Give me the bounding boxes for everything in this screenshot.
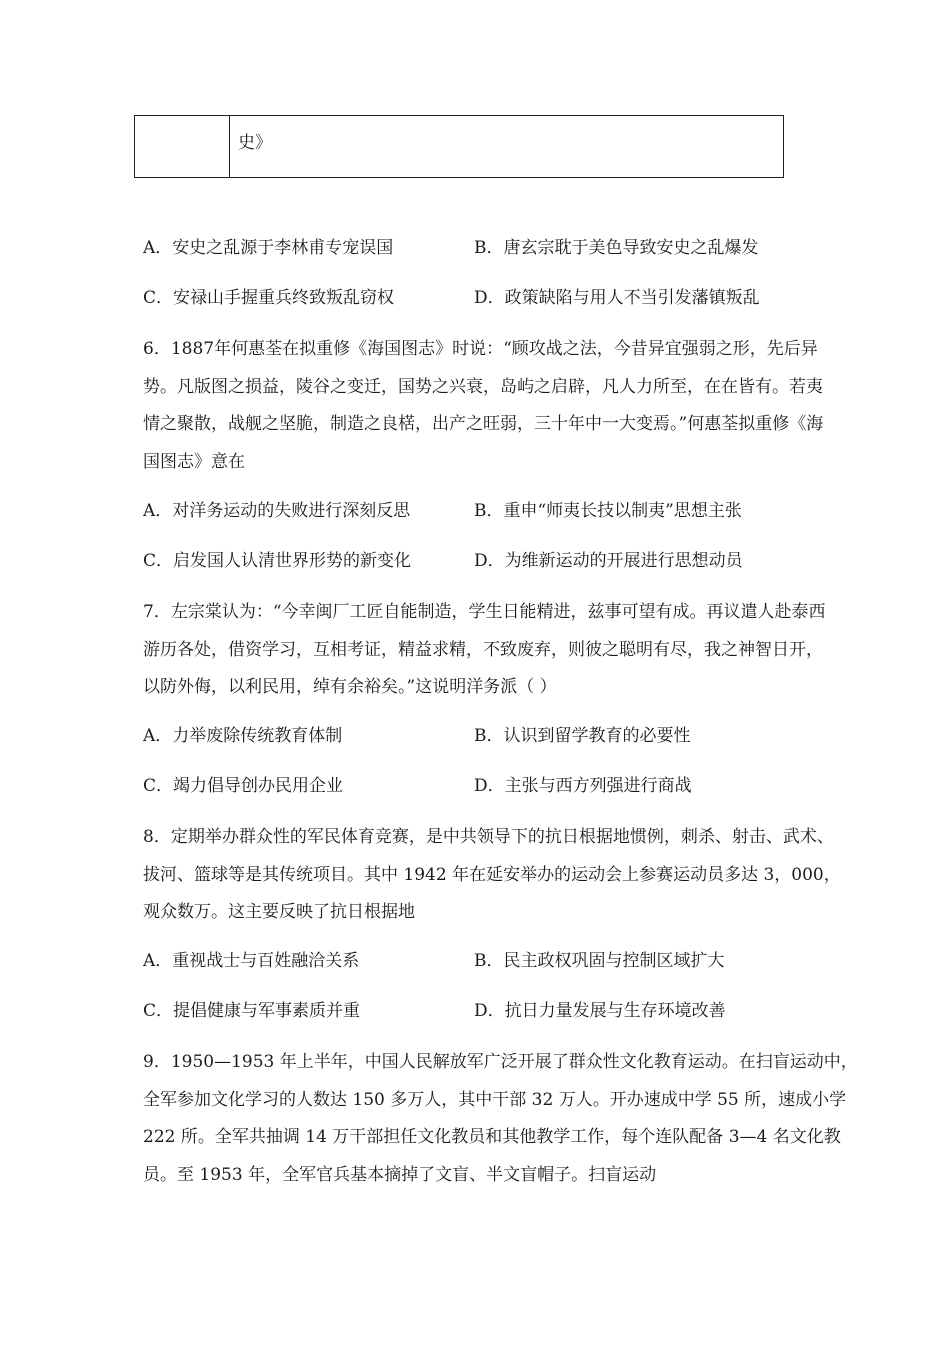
q5-options-row-1 [143, 237, 803, 261]
q8-options-row-2 [143, 1000, 803, 1024]
q7-line: 7．左宗棠认为：“今幸闽厂工匠自能制造，学生日能精进，兹事可望有成。再议遣人赴泰西 [143, 602, 826, 622]
q5-option-b[interactable]: B．唐玄宗耽于美色导致安史之乱爆发 [474, 238, 759, 258]
q8-line: 8．定期举办群众性的军民体育竞赛，是中共领导下的抗日根据地惯例，刺杀、射击、武术、 [143, 827, 834, 847]
q8-stem [143, 826, 841, 939]
q6-option-b[interactable]: B．重申“师夷长技以制夷”思想主张 [474, 501, 742, 521]
q8-option-a[interactable]: A．重视战士与百姓融洽关系 [143, 951, 360, 971]
q7-option-b[interactable]: B．认识到留学教育的必要性 [474, 726, 691, 746]
q7-line: 以防外侮，以利民用，绰有余裕矣。”这说明洋务派（ ） [143, 677, 557, 697]
q8-line: 拔河、篮球等是其传统项目。其中 1942 年在延安举办的运动会上参赛运动员多达 3，000， [143, 864, 841, 885]
q8-options-row-1 [143, 950, 803, 974]
q6-option-a[interactable]: A．对洋务运动的失败进行深刻反思 [143, 501, 411, 521]
q6-line: 国图志》意在 [143, 451, 245, 472]
table-fragment [134, 115, 784, 178]
q7-options-row-1 [143, 725, 803, 749]
q6-line: 情之聚散，战舰之坚脆，制造之良楛，出产之旺弱，三十年中一大变焉。”何惠荃拟重修《海 [143, 414, 824, 434]
table-cell-right: 史》 [238, 133, 272, 153]
q7-line: 游历各处，借资学习，互相考证，精益求精，不致废弃，则彼之聪明有尽，我之神智日开， [143, 639, 823, 660]
q7-option-a[interactable]: A．力举废除传统教育体制 [143, 726, 343, 746]
q9-stem [143, 1051, 858, 1201]
q6-line: 势。凡版图之损益，陵谷之变迁，国势之兴衰，岛屿之启辟，凡人力所至，在在皆有。若夷 [143, 376, 823, 397]
q8-option-d[interactable]: D．抗日力量发展与生存环境改善 [474, 1001, 726, 1021]
q6-stem [143, 338, 824, 488]
q6-options-row-1 [143, 500, 803, 524]
q6-option-d[interactable]: D．为维新运动的开展进行思想动员 [474, 551, 743, 571]
q6-option-c[interactable]: C．启发国人认清世界形势的新变化 [143, 551, 412, 571]
q9-line: 员。至 1953 年，全军官兵基本摘掉了文盲、半文盲帽子。扫盲运动 [143, 1164, 657, 1185]
q8-line: 观众数万。这主要反映了抗日根据地 [143, 902, 415, 922]
q7-options-row-2 [143, 775, 803, 799]
q7-option-d[interactable]: D．主张与西方列强进行商战 [474, 776, 692, 796]
q8-option-c[interactable]: C．提倡健康与军事素质并重 [143, 1001, 361, 1021]
q6-line: 6．1887年何惠荃在拟重修《海国图志》时说：“顾攻战之法，今昔异宜强弱之形，先后异 [143, 339, 818, 359]
q9-line: 222 所。全军共抽调 14 万干部担任文化教员和其他教学工作，每个连队配备 3—4 名文化教 [143, 1127, 841, 1147]
q5-option-d[interactable]: D．政策缺陷与用人不当引发藩镇叛乱 [474, 288, 760, 308]
q5-options-row-2 [143, 287, 803, 311]
q6-options-row-2 [143, 550, 803, 574]
q7-stem [143, 601, 826, 714]
q5-option-c[interactable]: C．安禄山手握重兵终致叛乱窃权 [143, 288, 395, 308]
q7-option-c[interactable]: C．竭力倡导创办民用企业 [143, 776, 344, 796]
table-cell-left [135, 116, 230, 177]
q8-option-b[interactable]: B．民主政权巩固与控制区域扩大 [474, 951, 725, 971]
q9-line: 9．1950—1953 年上半年，中国人民解放军广泛开展了群众性文化教育运动。在扫盲运动中， [143, 1052, 858, 1072]
q5-option-a[interactable]: A．安史之乱源于李林甫专宠误国 [143, 238, 394, 258]
q9-line: 全军参加文化学习的人数达 150 多万人，其中干部 32 万人。开办速成中学 55 所，速成小学 [143, 1089, 847, 1110]
